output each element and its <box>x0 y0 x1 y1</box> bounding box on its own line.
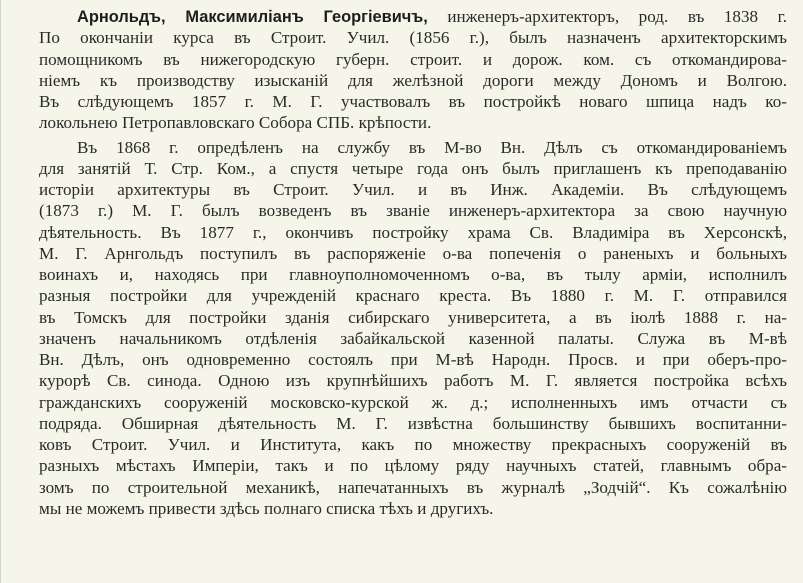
text-line <box>39 6 787 27</box>
text-line: дѣятельность. Въ 1877 г., окончивъ постройку храма Св. Владиміра въ Херсонскѣ, <box>39 222 787 242</box>
text-line: разныя постройки для учрежденій краснаго креста. Въ 1880 г. М. Г. отправился <box>39 286 787 306</box>
text-line: зомъ по строительной механикѣ, напечатанныхъ въ журналѣ „Зодчій“. Къ сожалѣнію <box>39 477 787 497</box>
text-line: (1873 г.) М. Г. былъ возведенъ въ званіе инженеръ-архитектора за свою научную <box>39 201 787 221</box>
text-line: значенъ начальникомъ отдѣленія забайкальской казенной палаты. Служа въ М-вѣ <box>39 328 787 348</box>
biography-article <box>39 6 787 519</box>
text-line: гражданскихъ сооруженій московско-курской ж. д.; исполненныхъ имъ отчасти съ <box>39 392 787 412</box>
text-line: М. Г. Арнгольдъ поступилъ въ распоряженіе о-ва попеченія о раненыхъ и больныхъ <box>39 243 787 263</box>
text-line: локольнею Петропавловскаго Собора СПБ. крѣпости. <box>39 113 432 133</box>
text-line: ніемъ къ производству изысканій для желѣзной дороги между Дономъ и Волгою. <box>39 70 787 90</box>
text-line: мы не можемъ привести здѣсь полнаго списка тѣхъ и другихъ. <box>39 498 494 518</box>
text-line: подряда. Обширная дѣятельность М. Г. извѣстна большинству бывшихъ воспитанни- <box>39 413 787 433</box>
text-line: воинахъ и, находясь при главноуполномоченномъ о-ва, въ тылу арміи, исполнилъ <box>39 265 787 284</box>
text-line: разныхъ мѣстахъ Имперіи, такъ и по цѣлому ряду научныхъ статей, главнымъ обра- <box>39 456 787 476</box>
text-line: для занятій Т. Стр. Ком., а спустя четыре года онъ былъ приглашенъ къ преподаванію <box>39 158 787 178</box>
text-line: помощникомъ въ нижегородскую губерн. строит. и дорож. ком. съ откомандирова- <box>39 49 787 69</box>
text-line: въ Томскъ для постройки зданія сибирскаго университета, а въ іюлѣ 1888 г. на- <box>39 307 787 327</box>
text-line: По окончаніи курса въ Строит. Учил. (1856 г.), былъ назначенъ архитекторскимъ <box>39 28 787 48</box>
text-line: курорѣ Св. синода. Одною изъ крупнѣйшихъ работъ М. Г. является постройка всѣхъ <box>39 371 787 391</box>
text-line: исторіи архитектуры въ Строит. Учил. и въ Инж. Академіи. Въ слѣдующемъ <box>39 180 787 199</box>
text-line: ковъ Строит. Учил. и Института, какъ по множеству прекрасныхъ сооруженій въ <box>39 435 787 454</box>
text-line: Вн. Дѣлъ, онъ одновременно состоялъ при М-вѣ Народн. Просв. и при оберъ-про- <box>39 350 787 369</box>
text-line: Въ слѣдующемъ 1857 г. М. Г. участвовалъ въ постройкѣ новаго шпица надъ ко- <box>39 92 787 111</box>
text-line: Въ 1868 г. опредѣленъ на службу въ М-во Вн. Дѣлъ съ откомандированіемъ <box>77 137 787 157</box>
text-line-rest: инженеръ-архитекторъ, род. въ 1838 г. <box>447 7 787 26</box>
person-name: Арнольдъ, Максимиліанъ Георгіевичъ, <box>77 8 428 26</box>
